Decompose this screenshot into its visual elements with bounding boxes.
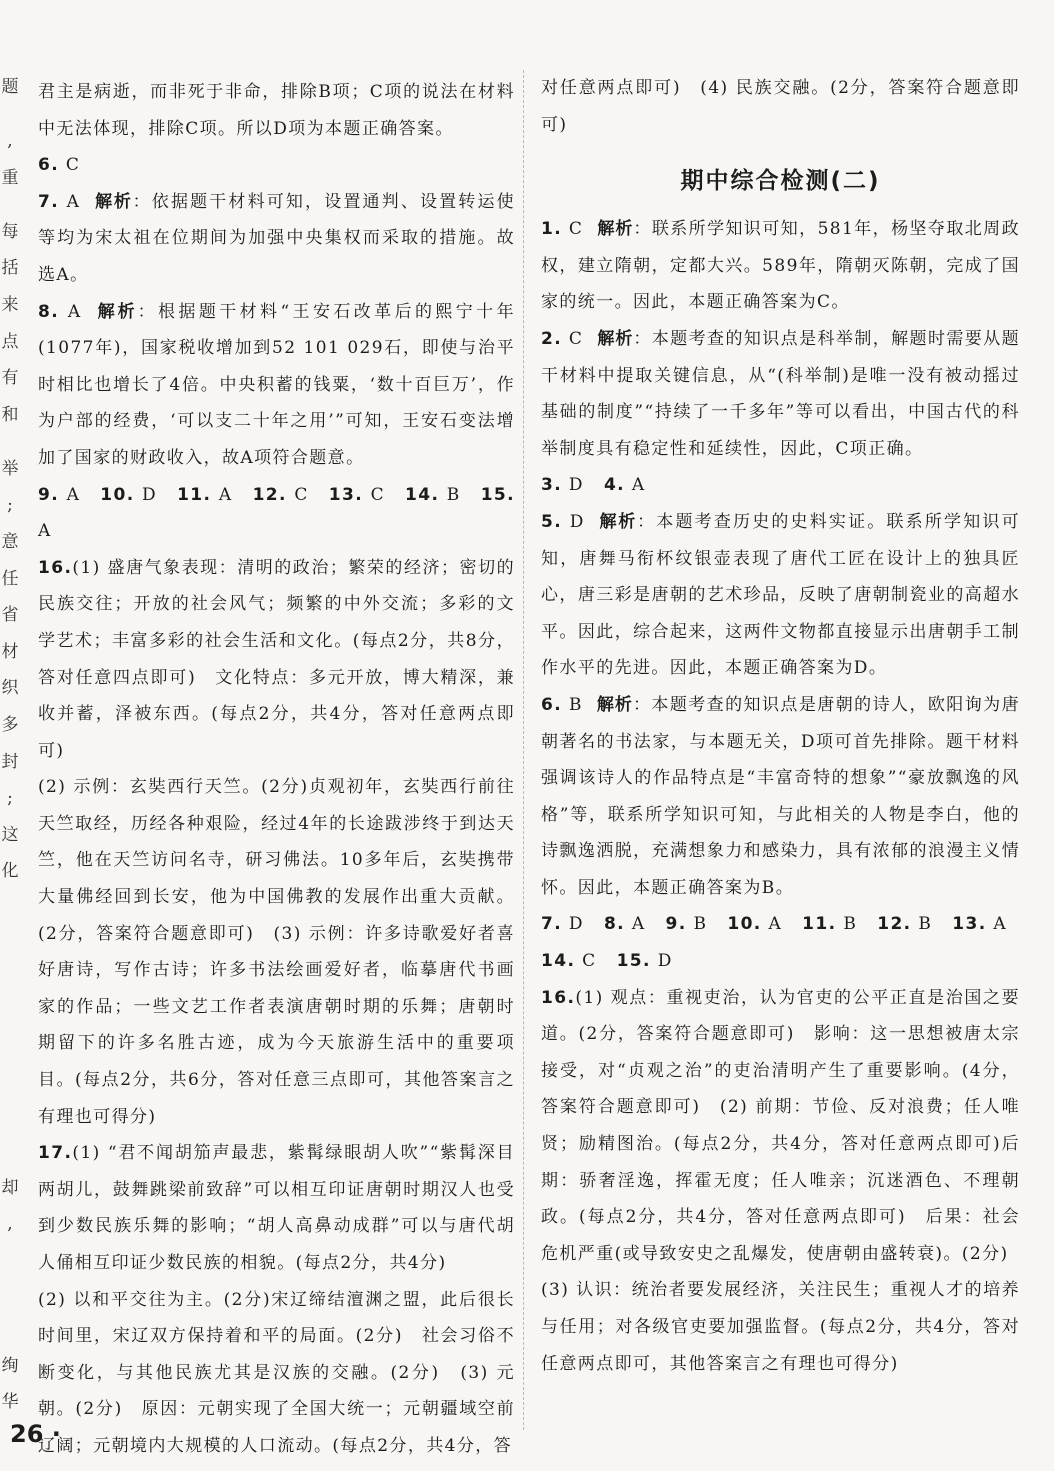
answer-block bbox=[541, 687, 1020, 907]
question-number: 14. bbox=[405, 484, 440, 505]
answer-block bbox=[38, 294, 515, 477]
edge-fragment: 举 bbox=[1, 458, 19, 479]
section-title: 期中综合检测(二) bbox=[680, 168, 881, 195]
edge-fragment: 多 bbox=[1, 714, 19, 735]
question-number: 9. bbox=[38, 484, 60, 505]
edge-fragment bbox=[0, 1314, 20, 1329]
answer-block bbox=[541, 321, 1020, 467]
answer-text: (1) 观点：重视吏治，认为官吏的公平正直是治国之要道。(2分，答案符合题意即可) 影响：这一思想被唐太宗接受，对“贞观之治”的吏治清明产生了重要影响。(4分，答案符合题意即可) (2) 前期：节俭、反对浪费；任人唯贤；励精图治。(每点2分，共4分，答对任意两点即可)后期：骄奢淫逸，挥霍无度；任人唯亲；沉迷酒色、不理朝政。(每点2分，共4分，答对任意两点即可) 后果：社会危机严重(或导致安史之乱爆发，使唐朝由盛转衰)。(2分) bbox=[541, 987, 1020, 1264]
edge-fragment: 任 bbox=[1, 568, 19, 589]
analysis-text: ：根据题干材料“王安石改革后的熙宁十年(1077年)，国家税收增加到52 101 029石，即使与治平时相比也增长了4倍。中央积蓄的钱粟，‘数十百巨万’，作为户部的经费，‘可以支二十年之用’”可知，王安石变法增加了国家的财政收入，故A项符合题意。 bbox=[38, 301, 515, 468]
edge-fragment: 化 bbox=[1, 861, 19, 882]
edge-fragment: , bbox=[7, 1214, 13, 1235]
question-number: 16. bbox=[38, 557, 73, 578]
analysis-label: 解析 bbox=[94, 191, 133, 212]
answer-block bbox=[38, 550, 515, 770]
answer-text: (1) “君不闻胡笳声最悲，紫髯绿眼胡人吹”“紫髯深目两胡儿，鼓舞跳梁前致辞”可以相互印证唐朝时期汉人也受到少数民族乐舞的影响；“胡人高鼻动成群”可以与唐代胡人俑相互印证少数民族的相貌。(每点2分，共4分) bbox=[38, 1143, 515, 1273]
edge-fragment bbox=[0, 1013, 20, 1028]
question-number: 8. bbox=[603, 914, 626, 935]
question-number: 14. bbox=[541, 951, 576, 972]
analysis-text: ：本题考查历史的史料实证。联系所学知识可知，唐舞马衔杯纹银壶表现了唐代工匠在设计上的独具匠心，唐三彩是唐朝的艺术珍品，反映了唐朝制瓷业的高超水平。因此，综合起来，这两件文物都直接显示出唐朝手工制作水平的先进。因此，本题正确答案为D。 bbox=[541, 511, 1020, 679]
analysis-text: ：依据题干材料可知，设置通判、设置转运使等均为宋太祖在位期间为加强中央集权而采取的措施。故选A。 bbox=[38, 191, 516, 285]
edge-fragment: ; bbox=[7, 495, 13, 516]
edge-fragment: 省 bbox=[1, 605, 19, 626]
edge-fragment bbox=[0, 197, 20, 212]
edge-fragment bbox=[0, 943, 20, 958]
answer-block: (3) 认识：统治者要发展经济，关注民生；重视人才的培养与任用；对各级官吏要加强监督。(每点2分，共4分，答对任意两点即可，其他答案言之有理也可得分) bbox=[541, 1280, 1020, 1374]
answer-block bbox=[38, 477, 515, 550]
question-number: 17. bbox=[38, 1143, 73, 1164]
answer-letter: A bbox=[66, 484, 81, 505]
question-number: 12. bbox=[252, 484, 287, 505]
analysis-label: 解析 bbox=[95, 301, 138, 322]
question-number: 16. bbox=[541, 987, 576, 1008]
question-number: 13. bbox=[952, 914, 987, 935]
edge-fragment bbox=[0, 961, 20, 976]
left-column bbox=[38, 74, 515, 1465]
answer-letter: B bbox=[446, 484, 461, 505]
edge-fragment bbox=[0, 1048, 20, 1063]
question-number: 7. bbox=[38, 191, 60, 212]
edge-fragment bbox=[0, 434, 20, 449]
answer-letter: C bbox=[568, 219, 584, 240]
edge-fragment: 有 bbox=[1, 368, 19, 389]
answer-block: 君主是病逝，而非死于非命，排除B项；C项的说法在材料中无法体现，排除C项。所以D项为本题正确答案。 bbox=[38, 82, 515, 139]
question-number: 4. bbox=[603, 475, 626, 496]
question-number: 10. bbox=[727, 914, 762, 935]
analysis-text: ：本题考查的知识点是科举制，解题时需要从题干材料中提取关键信息，从“(科举制)是唯一没有被动摇过基础的制度”“持续了一千多年”等可以看出，中国古代的科举制度具有稳定性和延续性，因此，C项正确。 bbox=[541, 328, 1021, 459]
analysis-label: 解析 bbox=[598, 511, 638, 532]
answer-letter: A bbox=[631, 914, 646, 935]
question-number: 9. bbox=[665, 914, 687, 935]
answer-block bbox=[541, 504, 1020, 687]
edge-fragment bbox=[0, 107, 20, 122]
answer-letter: B bbox=[568, 694, 583, 715]
answer-block bbox=[541, 943, 1020, 980]
edge-fragment: 华 bbox=[1, 1392, 19, 1413]
page-number: 26 · bbox=[10, 1420, 61, 1448]
question-number: 15. bbox=[616, 951, 651, 972]
edge-fragment: 括 bbox=[1, 258, 19, 279]
answer-letter: D bbox=[657, 951, 673, 972]
edge-fragment: , bbox=[7, 131, 13, 152]
edge-fragment: 和 bbox=[1, 404, 19, 425]
analysis-label: 解析 bbox=[596, 694, 633, 715]
question-number: 5. bbox=[541, 511, 563, 532]
right-continuation: 对任意两点即可) (4) 民族交融。(2分，答案符合题意即可) bbox=[541, 78, 1020, 135]
answer-block: (2) 以和平交往为主。(2分)宋辽缔结澶渊之盟，此后很长时间里，宋辽双方保持着和平的局面。(2分) 社会习俗不断变化，与其他民族尤其是汉族的交融。(2分) (3) 元朝。(2分) 原因：元朝实现了全国大统一；元朝疆域空前辽阔；元朝境内大规模的人口流动。(每点2分，共4分，答 bbox=[38, 1289, 515, 1456]
edge-fragment: 这 bbox=[1, 824, 19, 845]
edge-fragment bbox=[0, 891, 20, 906]
edge-fragment: 织 bbox=[1, 678, 19, 699]
question-number: 7. bbox=[541, 914, 563, 935]
answer-letter: B bbox=[843, 914, 858, 935]
edge-fragment: 重 bbox=[1, 167, 19, 188]
answer-letter: D bbox=[569, 511, 585, 532]
answer-letter: A bbox=[768, 914, 783, 935]
edge-fragment bbox=[0, 1261, 20, 1276]
edge-fragment: 题 bbox=[1, 77, 19, 97]
question-number: 15. bbox=[480, 484, 516, 505]
edge-fragment bbox=[0, 1296, 20, 1311]
edge-fragment bbox=[0, 1101, 20, 1116]
answer-block bbox=[541, 467, 1020, 504]
answer-block: (2) 示例：玄奘西行天竺。(2分)贞观初年，玄奘西行前往天竺取经，历经各种艰险，经过4年的长途跋涉终于到达天竺，他在天竺访问名寺，研习佛法。10多年后，玄奘携带大量佛经回到长安，他为中国佛教的发展作出重大贡献。(2分，答案符合题意即可) (3) 示例：许多诗歌爱好者喜好唐诗，写作古诗；许多书法绘画爱好者，临摹唐代书画家的作品；一些文艺工作者表演唐朝时期的乐舞；唐朝时期留下的许多名胜古迹，成为今天旅游生活中的重要项目。(每点2分，共6分，答对任意三点即可，其他答案言之有理也可得分) bbox=[38, 777, 515, 1127]
answer-letter: C bbox=[370, 484, 385, 505]
question-number: 8. bbox=[38, 301, 60, 322]
edge-fragment bbox=[0, 1279, 20, 1294]
answer-letter: B bbox=[918, 914, 933, 935]
edge-fragment bbox=[0, 1136, 20, 1151]
answer-letter: C bbox=[582, 951, 597, 972]
edge-fragment bbox=[0, 1083, 20, 1098]
answer-letter: B bbox=[693, 914, 708, 935]
left-margin-fragments bbox=[0, 70, 20, 1420]
edge-fragment: 绚 bbox=[1, 1355, 19, 1376]
edge-fragment bbox=[0, 1031, 20, 1046]
question-number: 13. bbox=[328, 484, 364, 505]
question-number: 12. bbox=[877, 914, 912, 935]
edge-fragment: 却 bbox=[1, 1177, 19, 1198]
answer-block bbox=[38, 147, 515, 184]
edge-fragment bbox=[0, 1331, 20, 1346]
question-number: 3. bbox=[541, 475, 563, 496]
answer-letter: A bbox=[993, 914, 1008, 935]
analysis-text: ：本题考查的知识点是唐朝的诗人，欧阳询为唐朝著名的书法家，与本题无关，D项可首先排除。题干材料强调该诗人的作品特点是“丰富奇特的想象”“豪放飘逸的风格”等，联系所学知识可知，与此相关的人物是李白，他的诗飘逸洒脱，充满想象力和感染力，具有浓郁的浪漫主义情怀。因此，本题正确答案为B。 bbox=[541, 694, 1021, 898]
answer-letter: A bbox=[66, 191, 81, 212]
answer-text: (1) 盛唐气象表现：清明的政治；繁荣的经济；密切的民族交往；开放的社会风气；频繁的中外交流；多彩的文学艺术；丰富多彩的社会生活和文化。(每点2分，共8分，答对任意四点即可) 文化特点：多元开放，博大精深，兼收并蓄，泽被东西。(每点2分，共4分，答对任意两点即可) bbox=[38, 557, 515, 761]
answer-letter: D bbox=[568, 475, 584, 496]
edge-fragment: 材 bbox=[1, 641, 19, 662]
analysis-label: 解析 bbox=[597, 219, 634, 240]
question-number: 1. bbox=[541, 219, 563, 240]
question-number: 11. bbox=[802, 914, 837, 935]
edge-fragment bbox=[0, 1244, 20, 1259]
answer-letter: A bbox=[67, 301, 82, 322]
answer-letter: C bbox=[568, 328, 584, 349]
answer-block bbox=[541, 906, 1020, 943]
edge-fragment bbox=[0, 978, 20, 993]
answer-block bbox=[541, 980, 1020, 1273]
answer-letter: A bbox=[218, 484, 233, 505]
edge-fragment bbox=[0, 926, 20, 941]
question-number: 2. bbox=[541, 328, 563, 349]
answer-letter: A bbox=[631, 475, 646, 496]
edge-fragment bbox=[0, 1118, 20, 1133]
answer-letter: C bbox=[294, 484, 309, 505]
analysis-text: ：联系所学知识可知，581年，杨坚夺取北周政权，建立隋朝，定都大兴。589年，隋朝灭陈朝，完成了国家的统一。因此，本题正确答案为C。 bbox=[541, 219, 1021, 313]
question-number: 10. bbox=[100, 484, 135, 505]
edge-fragment: 意 bbox=[1, 531, 19, 552]
question-number: 6. bbox=[38, 155, 60, 176]
answer-letter: C bbox=[65, 155, 81, 176]
column-divider bbox=[523, 70, 524, 1430]
edge-fragment: ; bbox=[7, 788, 13, 809]
right-column bbox=[541, 70, 1020, 1382]
analysis-label: 解析 bbox=[597, 328, 634, 349]
answer-block bbox=[541, 211, 1020, 321]
question-number: 11. bbox=[177, 484, 212, 505]
edge-fragment: 来 bbox=[1, 294, 19, 315]
edge-fragment: 点 bbox=[1, 331, 19, 352]
edge-fragment bbox=[0, 1153, 20, 1168]
edge-fragment: 封 bbox=[1, 751, 19, 772]
answer-block bbox=[38, 184, 515, 294]
question-number: 6. bbox=[541, 694, 563, 715]
edge-fragment bbox=[0, 1066, 20, 1081]
answer-letter: D bbox=[142, 484, 158, 505]
answer-block bbox=[38, 1135, 515, 1281]
edge-fragment bbox=[0, 908, 20, 923]
answer-letter: D bbox=[568, 914, 584, 935]
answer-letter: A bbox=[38, 521, 52, 542]
edge-fragment: 每 bbox=[1, 221, 19, 242]
edge-fragment bbox=[0, 996, 20, 1011]
